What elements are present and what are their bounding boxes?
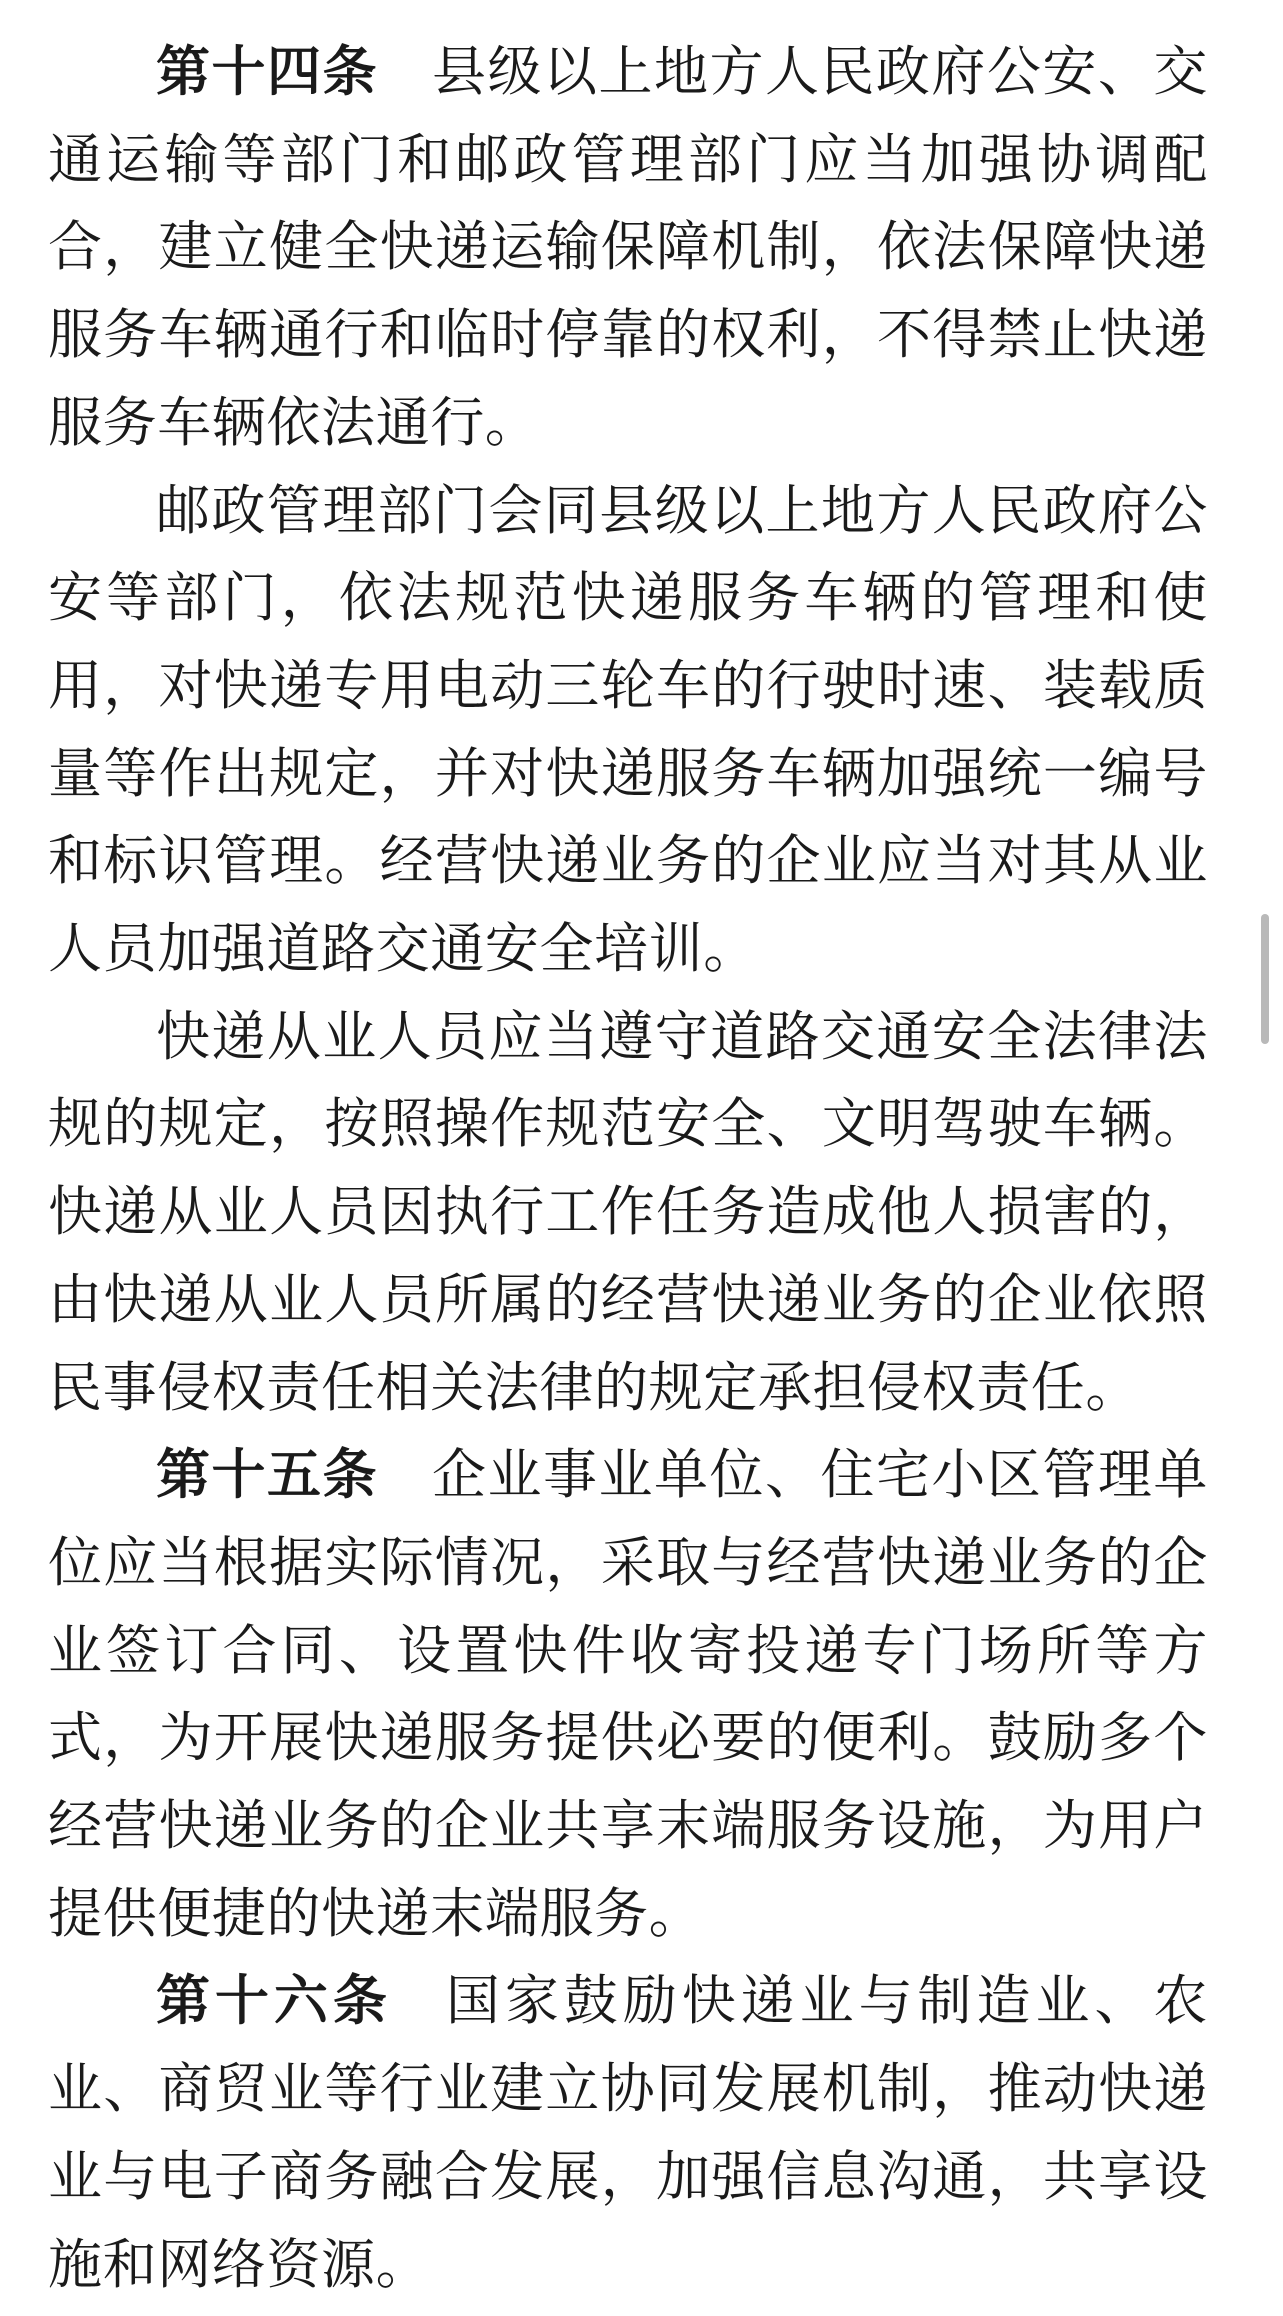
article-15-paragraph	[48, 1431, 1208, 1957]
article-14-text-2: 邮政管理部门会同县级以上地方人民政府公安等部门，依法规范快递服务车辆的管理和使用，对快递专用电动三轮车的行驶时速、装载质量等作出规定，并对快递服务车辆加强统一编号和标识管理。经营快递业务的企业应当对其从业人员加强道路交通安全培训。	[48, 478, 1208, 981]
article-14-paragraph-3	[48, 993, 1208, 1432]
article-14-number: 第十四条	[156, 40, 378, 103]
article-14-paragraph	[48, 28, 1208, 467]
article-14-paragraph-2	[48, 467, 1208, 993]
document-body	[48, 28, 1208, 2308]
article-15-text: 企业事业单位、住宅小区管理单位应当根据实际情况，采取与经营快递业务的企业签订合同、设置快件收寄投递专门场所等方式，为开展快递服务提供必要的便利。鼓励多个经营快递业务的企业共享末端服务设施，为用户提供便捷的快递末端服务。	[48, 1443, 1208, 1945]
article-16-paragraph	[48, 1957, 1208, 2308]
vertical-scrollbar[interactable]	[1261, 914, 1269, 1044]
article-16-number: 第十六条	[156, 1969, 392, 2033]
article-16-text: 国家鼓励快递业与制造业、农业、商贸业等行业建立协同发展机制，推动快递业与电子商务融合发展，加强信息沟通，共享设施和网络资源。	[48, 1969, 1208, 2296]
article-14-text: 县级以上地方人民政府公安、交通运输等部门和邮政管理部门应当加强协调配合，建立健全快递运输保障机制，依法保障快递服务车辆通行和临时停靠的权利，不得禁止快递服务车辆依法通行。	[48, 40, 1208, 454]
article-14-text-3: 快递从业人员应当遵守道路交通安全法律法规的规定，按照操作规范安全、文明驾驶车辆。快递从业人员因执行工作任务造成他人损害的，由快递从业人员所属的经营快递业务的企业依照民事侵权责任相关法律的规定承担侵权责任。	[48, 1004, 1208, 1419]
article-15-number: 第十五条	[156, 1443, 378, 1507]
